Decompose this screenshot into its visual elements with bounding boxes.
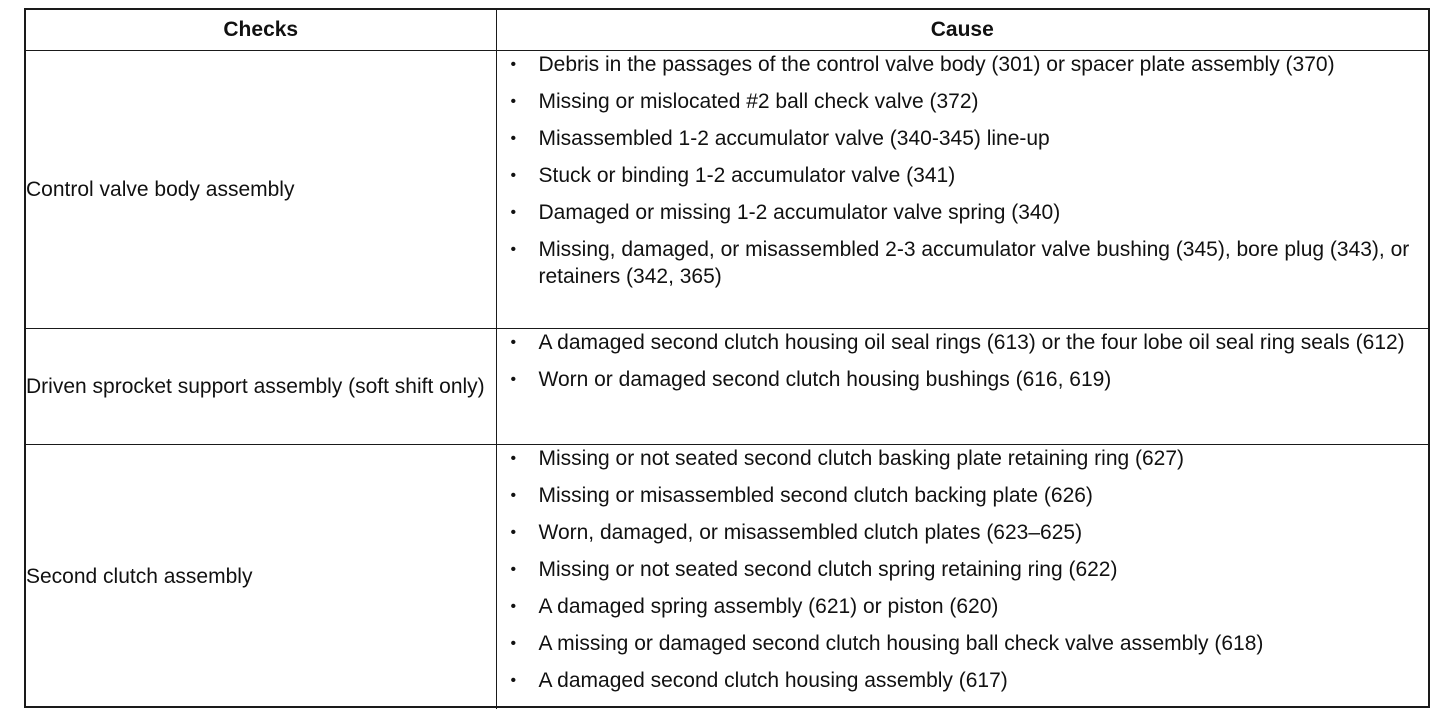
bullet-icon: • bbox=[510, 598, 517, 615]
cause-text: Misassembled 1-2 accumulator valve (340-345) line-up bbox=[538, 127, 1050, 150]
table-row bbox=[26, 329, 1428, 445]
cause-item bbox=[497, 482, 1429, 509]
cause-text: Worn or damaged second clutch housing bushings (616, 619) bbox=[538, 368, 1112, 391]
bullet-icon: • bbox=[510, 635, 517, 652]
check-cell: Control valve body assembly bbox=[26, 51, 496, 329]
cause-header: Cause bbox=[496, 10, 1428, 51]
bullet-icon: • bbox=[510, 241, 517, 258]
bullet-icon: • bbox=[510, 334, 517, 351]
cause-item bbox=[497, 445, 1429, 472]
bullet-icon: • bbox=[510, 56, 517, 73]
checks-table bbox=[26, 10, 1428, 709]
bullet-icon: • bbox=[510, 167, 517, 184]
bullet-icon: • bbox=[510, 93, 517, 110]
cause-text: Missing or not seated second clutch spring retaining ring (622) bbox=[538, 558, 1118, 581]
table-row bbox=[26, 445, 1428, 709]
cause-cell bbox=[496, 445, 1428, 709]
bullet-icon: • bbox=[510, 672, 517, 689]
cause-text: Missing or misassembled second clutch backing plate (626) bbox=[538, 484, 1093, 507]
check-cell: Driven sprocket support assembly (soft shift only) bbox=[26, 329, 496, 445]
bullet-icon: • bbox=[510, 487, 517, 504]
cause-text: A damaged second clutch housing oil seal rings (613) or the four lobe oil seal ring seals (612) bbox=[538, 331, 1405, 354]
cause-item bbox=[497, 88, 1429, 115]
cause-list bbox=[497, 329, 1429, 393]
check-cell: Second clutch assembly bbox=[26, 445, 496, 709]
cause-item bbox=[497, 125, 1429, 152]
cause-text: Debris in the passages of the control valve body (301) or spacer plate assembly (370) bbox=[538, 53, 1335, 76]
header-row bbox=[26, 10, 1428, 51]
cause-item bbox=[497, 366, 1429, 393]
bullet-icon: • bbox=[510, 561, 517, 578]
cause-item bbox=[497, 667, 1429, 694]
bullet-icon: • bbox=[510, 130, 517, 147]
cause-text: Worn, damaged, or misassembled clutch plates (623–625) bbox=[538, 521, 1083, 544]
bullet-icon: • bbox=[510, 204, 517, 221]
cause-item bbox=[497, 51, 1429, 78]
cause-cell bbox=[496, 51, 1428, 329]
cause-item bbox=[497, 162, 1429, 189]
cause-item bbox=[497, 556, 1429, 583]
cause-text: A missing or damaged second clutch housing ball check valve assembly (618) bbox=[538, 632, 1264, 655]
bullet-icon: • bbox=[510, 524, 517, 541]
checks-table-frame bbox=[24, 8, 1430, 708]
cause-text: Damaged or missing 1-2 accumulator valve spring (340) bbox=[538, 201, 1061, 224]
cause-item bbox=[497, 593, 1429, 620]
cause-list bbox=[497, 445, 1429, 694]
cause-item bbox=[497, 199, 1429, 226]
checks-header: Checks bbox=[26, 10, 496, 51]
cause-item bbox=[497, 519, 1429, 546]
cause-text: Missing or mislocated #2 ball check valve (372) bbox=[538, 90, 979, 113]
cause-item bbox=[497, 329, 1429, 356]
bullet-icon: • bbox=[510, 450, 517, 467]
cause-text: A damaged second clutch housing assembly (617) bbox=[538, 669, 1008, 692]
cause-text: Missing, damaged, or misassembled 2-3 accumulator valve bushing (345), bore plug (343), or retainers (342, 365) bbox=[538, 238, 1410, 288]
cause-text: Missing or not seated second clutch basking plate retaining ring (627) bbox=[538, 447, 1185, 470]
cause-cell bbox=[496, 329, 1428, 445]
cause-item bbox=[497, 630, 1429, 657]
cause-text: Stuck or binding 1-2 accumulator valve (341) bbox=[538, 164, 956, 187]
table-row bbox=[26, 51, 1428, 329]
bullet-icon: • bbox=[510, 371, 517, 388]
cause-text: A damaged spring assembly (621) or piston (620) bbox=[538, 595, 999, 618]
cause-item bbox=[497, 236, 1429, 290]
cause-list bbox=[497, 51, 1429, 290]
